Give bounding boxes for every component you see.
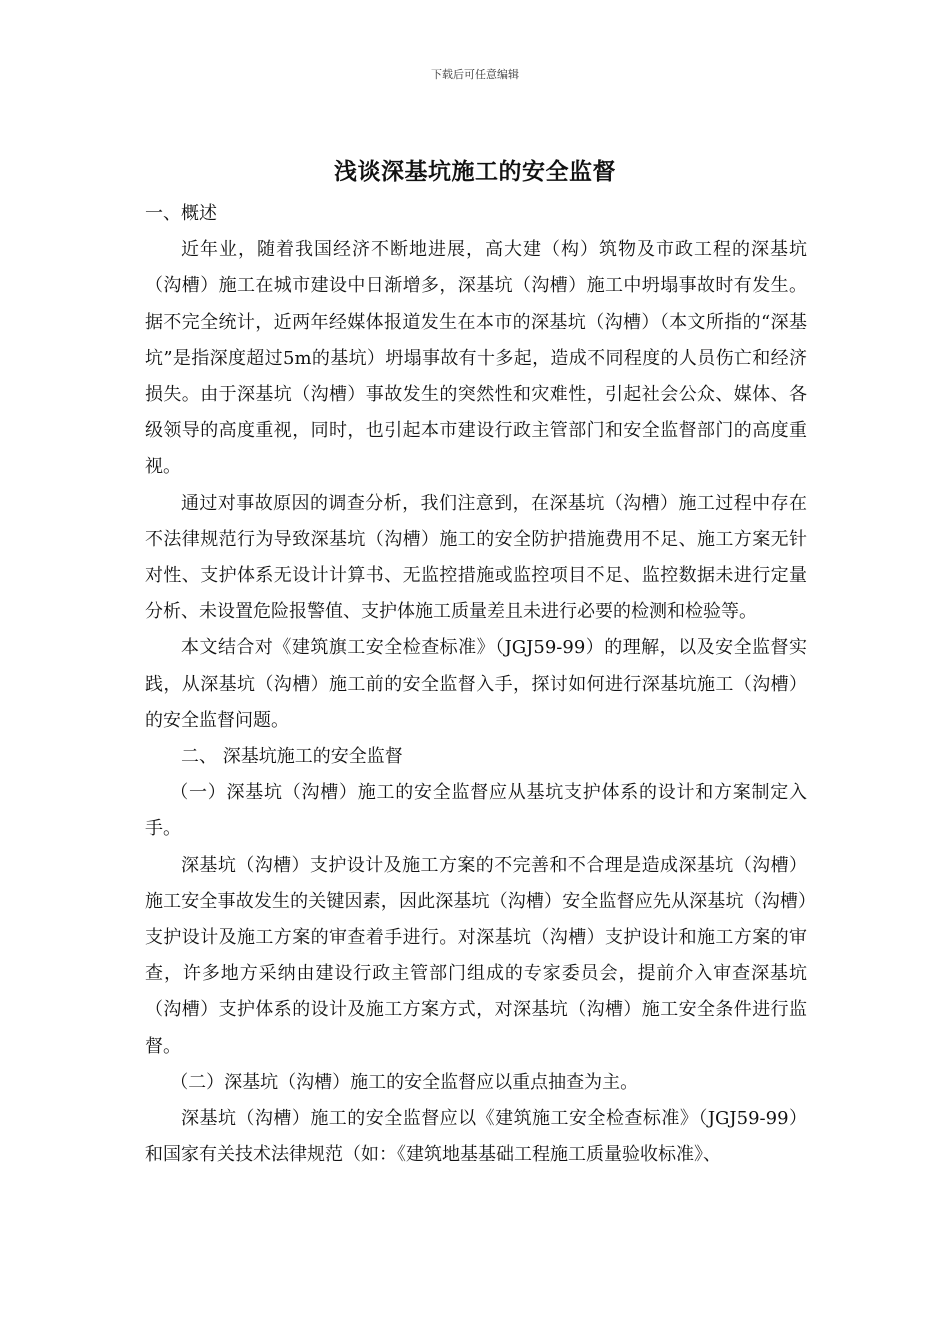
paragraph: 近年业，随着我国经济不断地进展，高大建（构）筑物及市政工程的深基坑（沟槽）施工在城市建设中日渐增多，深基坑（沟槽）施工中坍塌事故时有发生。据不完全统计，近两年经媒体报道发生在本市的深基坑（沟槽）（本文所指的“深基坑”是指深度超过5m的基坑）坍塌事故有十多起，造成不同程度的人员伤亡和经济损失。由于深基坑（沟槽）事故发生的突然性和灾难性，引起社会公众、媒体、各级领导的高度重视，同时，也引起本市建设行政主管部门和安全监督部门的高度重视。: [145, 239, 807, 478]
header-note: 下载后可任意编辑: [431, 68, 519, 81]
paragraph: 深基坑（沟槽）支护设计及施工方案的不完善和不合理是造成深基坑（沟槽）施工安全事故发生的关键因素，因此深基坑（沟槽）安全监督应先从深基坑（沟槽）支护设计及施工方案的审查着手进行。对深基坑（沟槽）支护设计和施工方案的审查，许多地方采纳由建设行政主管部门组成的专家委员会，提前介入审查深基坑（沟槽）支护体系的设计及施工方案方式，对深基坑（沟槽）施工安全条件进行监督。: [145, 854, 807, 1057]
section-heading-overview: 一、概述: [145, 203, 217, 224]
section-heading-supervision: 二、 深基坑施工的安全监督: [181, 746, 403, 768]
document-title: 浅谈深基坑施工的安全监督: [334, 159, 616, 185]
subsection-heading-1: （一）深基坑（沟槽）施工的安全监督应从基坑支护体系的设计和方案制定入手。: [145, 782, 807, 840]
paragraph: 本文结合对《建筑旗工安全检查标准》（JGJ59-99）的理解，以及安全监督实践，从深基坑（沟槽）施工前的安全监督入手，探讨如何进行深基坑施工（沟槽）的安全监督问题。: [145, 637, 807, 731]
document-body: [145, 196, 807, 1173]
subsection-heading-2: （二）深基坑（沟槽）施工的安全监督应以重点抽查为主。: [170, 1071, 639, 1093]
paragraph: 深基坑（沟槽）施工的安全监督应以《建筑施工安全检查标准》（JGJ59-99）和国家有关技术法律规范（如：《建筑地基基础工程施工质量验收标准》、: [145, 1108, 807, 1166]
paragraph: 通过对事故原因的调查分析，我们注意到，在深基坑（沟槽）施工过程中存在不法律规范行为导致深基坑（沟槽）施工的安全防护措施费用不足、施工方案无针对性、支护体系无设计计算书、无监控措施或监控项目不足、监控数据未进行定量分析、未设置危险报警值、支护体施工质量差且未进行必要的检测和检验等。: [145, 492, 807, 623]
